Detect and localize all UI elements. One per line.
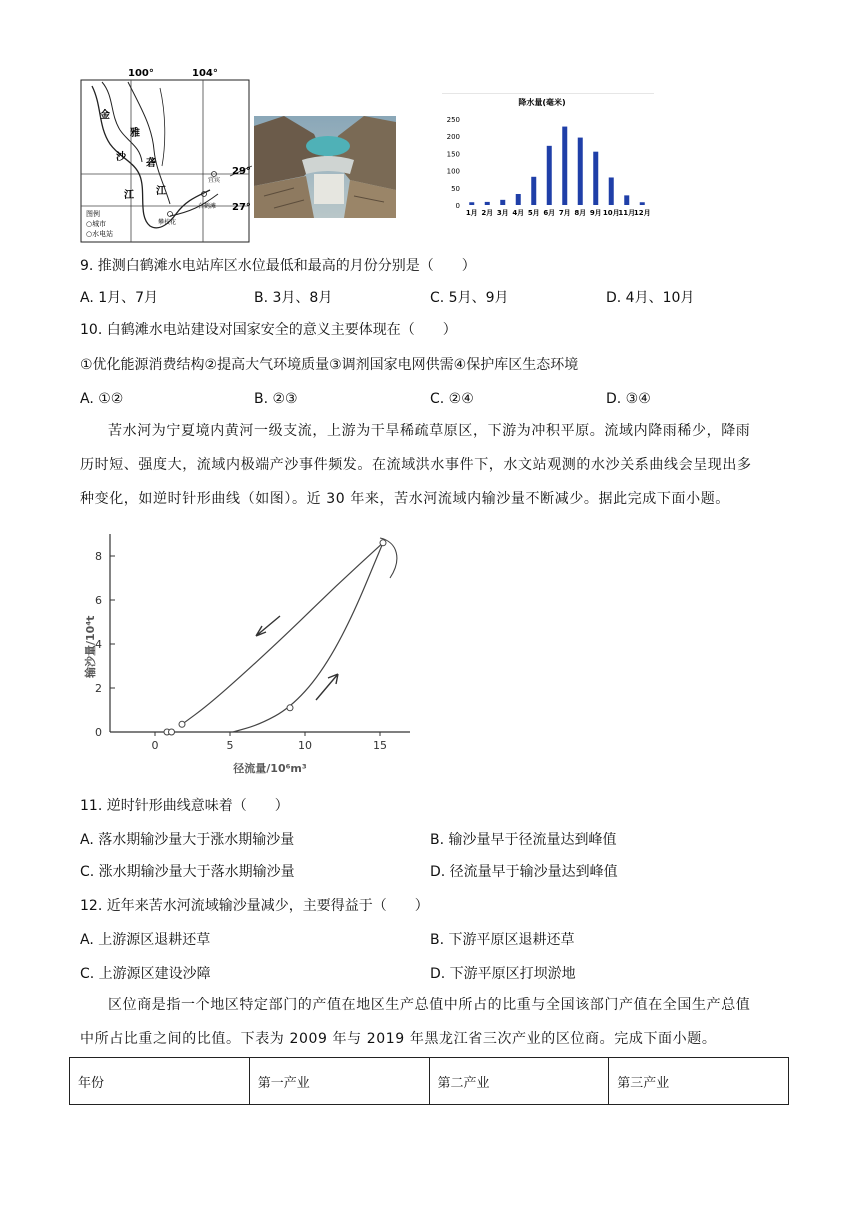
precipitation-bar: [624, 195, 629, 205]
table-header-secondary: 第二产业: [429, 1058, 609, 1105]
bar-xtick-label: 8月: [574, 209, 587, 217]
curve-xtick-label: 15: [373, 739, 387, 752]
q12-option-a[interactable]: A. 上游源区退耕还草: [80, 932, 211, 948]
passage2-line-2: 中所占比重之间的比值。下表为 2009 年与 2019 年黑龙江省三次产业的区位商。完成下面小题。: [80, 1031, 717, 1047]
question-10: 10. 白鹤滩水电站建设对国家安全的意义主要体现在（ ）: [80, 322, 457, 338]
river-label-char-3: 江: [124, 190, 134, 201]
bar-ytick-label: 0: [455, 202, 460, 210]
bar-xtick-label: 6月: [543, 209, 556, 217]
table-header-year: 年份: [70, 1058, 250, 1105]
passage-location-quotient: [80, 988, 800, 1056]
curve-ylabel: 输沙量/10⁴t: [84, 615, 97, 678]
table-header-row: [70, 1058, 789, 1105]
falling-limb-line: [182, 543, 383, 725]
precipitation-bar: [562, 127, 567, 205]
precipitation-bar: [640, 202, 645, 205]
q11-option-b[interactable]: B. 输沙量早于径流量达到峰值: [430, 832, 617, 848]
question-9: 9. 推测白鹤滩水电站库区水位最低和最高的月份分别是（ ）: [80, 258, 476, 274]
location-quotient-table: [69, 1057, 789, 1105]
q10-option-c[interactable]: C. ②④: [430, 391, 474, 407]
curve-xlabel: 径流量/10⁶m³: [233, 762, 307, 775]
q10-option-b[interactable]: B. ②③: [254, 391, 298, 407]
river2-label-char-1: 雅: [130, 128, 140, 139]
passage-kushui-river: [80, 414, 800, 516]
precipitation-bar: [531, 177, 536, 205]
river-label-char-2: 沙: [116, 152, 126, 163]
bar-xtick-label: 2月: [481, 209, 494, 217]
q9-option-c[interactable]: C. 5月、9月: [430, 290, 509, 306]
falling-arrow-icon: [256, 616, 280, 636]
bar-ytick-label: 250: [446, 116, 460, 124]
q9-option-b[interactable]: B. 3月、8月: [254, 290, 333, 306]
legend-title: 图例: [86, 210, 100, 218]
curve-data-point: [380, 540, 386, 546]
city-label-baihetan: 白鹤滩: [198, 203, 217, 210]
bar-xtick-label: 5月: [527, 209, 540, 217]
curve-xtick-label: 5: [226, 739, 234, 752]
curve-ytick-label: 6: [95, 594, 102, 607]
river2-label-char-3: 江: [156, 186, 166, 197]
legend-city: ○城市: [86, 220, 107, 228]
lat-label-27: 27°: [232, 202, 251, 213]
river-map: [80, 66, 252, 244]
lon-label-100: 100°: [128, 68, 154, 79]
q12-option-c[interactable]: C. 上游源区建设沙障: [80, 966, 211, 982]
precipitation-bar: [609, 177, 614, 205]
curve-ytick-label: 8: [95, 550, 102, 563]
curve-xtick-label: 10: [298, 739, 312, 752]
q11-option-a[interactable]: A. 落水期输沙量大于涨水期输沙量: [80, 832, 295, 848]
precipitation-bar: [593, 152, 598, 205]
passage2-line-1: 区位商是指一个地区特定部门的产值在地区生产总值中所占的比重与全国该部门产值在全国生产总值: [108, 997, 751, 1013]
passage1-line-3: 种变化，如逆时针形曲线（如图）。近 30 年来，苦水河流域内输沙量不断减少。据此完成下面小题。: [80, 491, 730, 507]
dam-photo: [254, 116, 396, 218]
bar-xtick-label: 9月: [589, 209, 602, 217]
curve-ytick-label: 4: [95, 638, 102, 651]
bar-ytick-label: 50: [451, 184, 460, 193]
curve-ytick-label: 0: [95, 726, 102, 739]
bar-xtick-label: 7月: [558, 209, 571, 217]
bar-xtick-label: 10月: [602, 209, 620, 217]
precipitation-bar: [516, 194, 521, 205]
bar-xtick-label: 4月: [512, 209, 525, 217]
q9-option-a[interactable]: A. 1月、7月: [80, 290, 159, 306]
table-header-primary: 第一产业: [249, 1058, 429, 1105]
precipitation-chart: [436, 93, 656, 221]
q10-option-a[interactable]: A. ①②: [80, 391, 124, 407]
q11-option-d[interactable]: D. 径流量早于输沙量达到峰值: [430, 864, 618, 880]
rising-limb-line: [233, 543, 383, 732]
precipitation-bar: [469, 202, 474, 205]
question-12: 12. 近年来苦水河流域输沙量减少，主要得益于（ ）: [80, 898, 429, 914]
lon-label-104: 104°: [192, 68, 218, 79]
city-label-panzhihua: 攀枝花: [158, 219, 177, 226]
precipitation-bar: [578, 138, 583, 205]
q12-option-d[interactable]: D. 下游平原区打坝淤地: [430, 966, 576, 982]
passage1-line-2: 历时短、强度大，流域内极端产沙事件频发。在流域洪水事件下，水文站观测的水沙关系曲线会呈现出多: [80, 457, 752, 473]
legend-station: ○水电站: [86, 230, 114, 238]
curve-xtick-label: 0: [151, 739, 159, 752]
city-label-yibin: 宜宾: [208, 177, 221, 184]
bar-ytick-label: 200: [446, 133, 460, 142]
precipitation-bar: [485, 202, 490, 205]
table-header-tertiary: 第三产业: [609, 1058, 789, 1105]
chart-title: 降水量(毫米): [518, 98, 566, 107]
river2-label-char-2: 砻: [146, 158, 156, 169]
lat-label-29: 29°: [232, 166, 251, 177]
bar-xtick-label: 3月: [496, 209, 509, 217]
q10-option-d[interactable]: D. ③④: [606, 391, 651, 407]
q12-option-b[interactable]: B. 下游平原区退耕还草: [430, 932, 575, 948]
bar-ytick-label: 150: [446, 150, 460, 159]
curve-ytick-label: 2: [95, 682, 102, 695]
bar-xtick-label: 12月: [633, 209, 651, 217]
q10-statements: ①优化能源消费结构②提高大气环境质量③调剂国家电网供需④保护库区生态环境: [80, 357, 579, 373]
bar-xtick-label: 11月: [618, 209, 636, 217]
curve-data-point: [169, 729, 175, 735]
water-sediment-curve: [80, 528, 420, 780]
q11-option-c[interactable]: C. 涨水期输沙量大于落水期输沙量: [80, 864, 295, 880]
bar-ytick-label: 100: [446, 167, 460, 176]
river-label-char-1: 金: [100, 110, 110, 121]
curve-data-point: [179, 721, 185, 727]
precipitation-bar: [547, 146, 552, 205]
q9-option-d[interactable]: D. 4月、10月: [606, 290, 695, 306]
bar-xtick-label: 1月: [465, 209, 478, 217]
passage1-line-1: 苦水河为宁夏境内黄河一级支流，上游为干旱稀疏草原区，下游为冲积平原。流域内降雨稀少，降雨: [108, 423, 751, 439]
curve-data-point: [287, 705, 293, 711]
rising-arrow-icon: [316, 674, 338, 700]
precipitation-bar: [500, 200, 505, 205]
question-11: 11. 逆时针形曲线意味着（ ）: [80, 798, 289, 814]
